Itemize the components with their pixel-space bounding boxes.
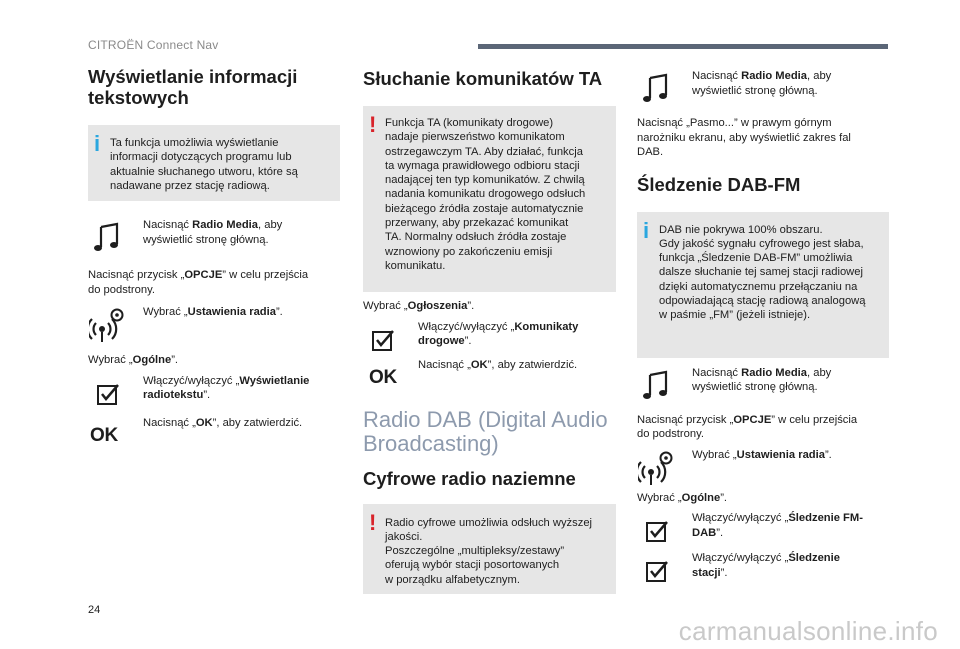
section-title-dab: Radio DAB (Digital Audio Broadcasting) — [363, 406, 608, 456]
paragraph-general: Wybrać „Ogólne”. — [88, 354, 179, 366]
paragraph-general: Wybrać „Ogólne”. — [637, 491, 728, 504]
warning-marker-icon: ! — [369, 112, 377, 137]
step-text: Nacisnąć Radio Media, aby wyświetlić stronę główną. — [692, 70, 832, 97]
info-box-2 — [637, 212, 889, 358]
header-accent-bar — [478, 44, 888, 49]
ok-icon: OK — [369, 366, 397, 388]
music-note-icon — [637, 366, 677, 406]
watermark: carmanualsonline.info — [678, 616, 938, 646]
column-1 — [88, 66, 340, 446]
step-radio-media-2 — [637, 366, 889, 406]
step-text: Włączyć/wyłączyć „Śledzenie FM- DAB”. — [692, 512, 863, 539]
info-marker-icon: i — [94, 131, 101, 156]
column-3 — [637, 66, 889, 589]
heading-digital-radio: Cyfrowe radio naziemne — [363, 467, 576, 489]
step-text: Wybrać „Ustawienia radia”. — [692, 448, 832, 461]
paragraph-announcements: Wybrać „Ogłoszenia”. — [363, 300, 475, 312]
warning-box — [363, 106, 616, 292]
column-2 — [363, 66, 616, 594]
step-radio-settings — [637, 448, 889, 488]
paragraph-options: Nacisnąć przycisk „OPCJE” w celu przejścia do podstrony. — [88, 269, 309, 296]
step-text: Nacisnąć Radio Media, aby wyświetlić stronę główną. — [692, 366, 832, 393]
checkbox-icon — [637, 511, 677, 551]
info-marker-icon: i — [643, 217, 650, 243]
checkbox-icon — [637, 551, 677, 591]
heading-dab-fm: Śledzenie DAB-FM — [637, 173, 801, 195]
info-text: Ta funkcja umożliwia wyświetlanie informacji dotyczących programu lub aktualnie słuchanego utworu, które są nadawane przez stację radiową. — [110, 137, 298, 192]
step-toggle-station-tracking — [637, 551, 889, 589]
warning-text: Radio cyfrowe umożliwia odsłuch wyższej jakości. Poszczególne „multipleksy/zestawy” oferują wybór stacji posortowanych w porządku alfabetycznym. — [385, 516, 593, 586]
checkbox-icon — [363, 320, 403, 360]
step-text: Wybrać „Ustawienia radia”. — [143, 306, 283, 318]
music-note-icon — [88, 218, 128, 258]
step-toggle-fm-dab — [637, 511, 889, 549]
ok-icon: OK — [90, 424, 118, 446]
checkbox-icon — [88, 374, 128, 414]
step-toggle-radiotext — [88, 374, 340, 414]
step-text: Nacisnąć „OK”, aby zatwierdzić. — [143, 416, 303, 429]
radio-settings-icon — [637, 448, 677, 488]
step-text: Włączyć/wyłączyć „Komunikaty drogowe”. — [418, 320, 579, 347]
step-radio-media — [637, 69, 889, 109]
step-ok-confirm — [363, 358, 616, 388]
header-title: CITROËN Connect Nav — [88, 38, 219, 52]
warning-marker-icon: ! — [369, 509, 377, 535]
step-text: Włączyć/wyłączyć „Wyświetlanie radiotekstu”. — [143, 374, 310, 401]
step-text: Nacisnąć Radio Media, aby wyświetlić stronę główną. — [143, 219, 283, 246]
radio-settings-icon — [88, 305, 128, 345]
step-ok-confirm — [88, 416, 340, 446]
warning-text: Funkcja TA (komunikaty drogowe) nadaje pierwszeństwo komunikatom ostrzegawczym TA. Aby działać, funkcja ta wymaga prawidłowego odbioru stacji nadającej ten typ komunikatów. Z chwilą nadania komunikatu drogowego odsłuch bieżącego źródła zostaje automatycznie przerwany, aby przekazać komunikat TA. Normalny odsłuch źródła zostaje wznowiony po zakończeniu emisji komunikatu. — [385, 117, 586, 272]
info-text: DAB nie pokrywa 100% obszaru. Gdy jakość sygnału cyfrowego jest słaba, funkcja „Śledzenie DAB-FM” umożliwia dalsze słuchanie tej samej stacji radiowej dzięki automatycznemu przełączaniu na odpowiadającą stację radiową analogową w paśmie „FM” (jeżeli istnieje). — [659, 223, 866, 322]
step-text: Nacisnąć „OK”, aby zatwierdzić. — [418, 358, 578, 371]
music-note-icon — [637, 69, 677, 109]
page-number: 24 — [88, 604, 101, 616]
paragraph-band: Nacisnąć „Pasmo...” w prawym górnym narożniku ekranu, aby wyświetlić zakres fal DAB. — [637, 117, 851, 158]
step-radio-settings — [88, 305, 340, 345]
info-box — [88, 125, 340, 201]
step-radio-media — [88, 218, 340, 258]
warning-box-2 — [363, 504, 616, 594]
heading-ta: Słuchanie komunikatów TA — [363, 68, 603, 89]
heading-text-info: Wyświetlanie informacji tekstowych — [88, 66, 298, 108]
step-text: Włączyć/wyłączyć „Śledzenie stacji”. — [692, 552, 840, 579]
step-toggle-traffic — [363, 320, 616, 358]
paragraph-options: Nacisnąć przycisk „OPCJE” w celu przejścia do podstrony. — [637, 413, 858, 440]
